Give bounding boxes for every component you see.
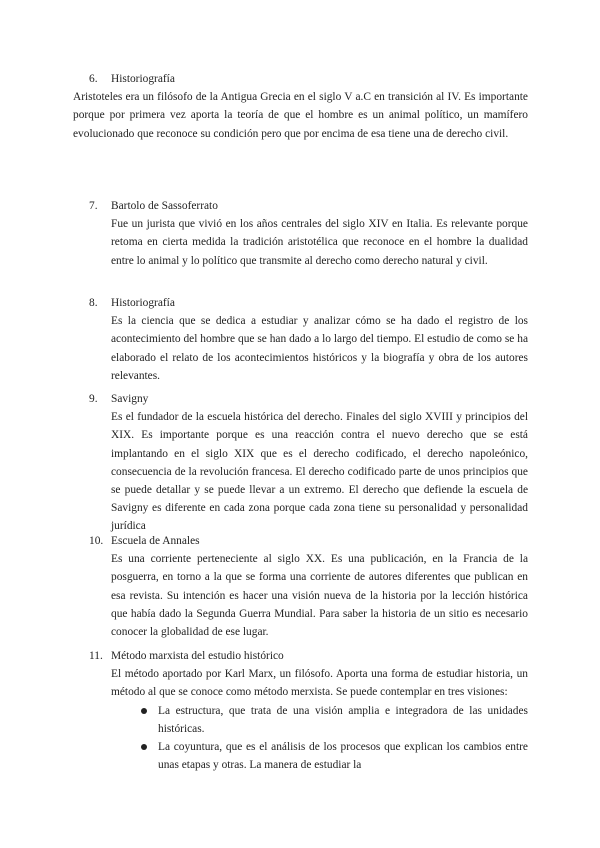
section-number: 9.: [89, 393, 98, 405]
section-body: Es el fundador de la escuela histórica del derecho. Finales del siglo XVIII y principios del XIX. Es importante porque es una reacción contra el nuevo derecho que se está implantando en el siglo XIX que es el derecho codificado, el derecho napoleónico, consecuencia de la revolución francesa. El derecho codificado parte de unos principios que se puede detallar y se puede llevar a un extremo. El derecho que defiende la escuela de Savigny es diferente en cada zona porque cada zona tiene su personalidad y personalidad jurídica: [111, 411, 528, 533]
section-title: Escuela de Annales: [111, 535, 200, 547]
section-metodo-marxista: [73, 647, 528, 774]
section-body: Es la ciencia que se dedica a estudiar y analizar cómo se ha dado el registro de los acontecimiento del hombre que se han dado a lo largo del tiempo. El estudio de como se ha elaborado el relato de los acontecimientos históricos y la biografía y obra de los autores relevantes.: [111, 315, 528, 382]
bullet-list: [141, 702, 528, 775]
bullet-icon: [141, 744, 147, 750]
section-body: El método aportado por Karl Marx, un filósofo. Aporta una forma de estudiar historia, un método al que se conoce como método merxista. Se puede contemplar en tres visiones:: [111, 668, 528, 699]
section-number: 7.: [89, 200, 98, 212]
section-body: Aristoteles era un filósofo de la Antigua Grecia en el siglo V a.C en transición al IV. Es importante porque por primera vez aporta la teoría de que el hombre es un animal político, un mamífero evolucionado que reconoce su condición pero que por encima de esa tiene una de derecho civil.: [73, 91, 528, 140]
section-escuela-de-annales: [73, 532, 528, 641]
section-number: 6.: [89, 73, 98, 85]
section-savigny: [73, 390, 528, 536]
section-title: Bartolo de Sassoferrato: [111, 200, 218, 212]
section-number: 11.: [89, 650, 103, 662]
section-title: Historiografía: [111, 73, 175, 85]
bullet-icon: [141, 708, 147, 714]
list-item: [141, 738, 528, 774]
section-body: Es una corriente perteneciente al siglo XX. Es una publicación, en la Francia de la posguerra, en torno a la que se forma una corriente de autores diferentes que publican en esa revista. Su intención es hacer una visión nueva de la historia por la lección histórica que había dado la Segunda Guerra Mundial. Para saber la historia de un sitio es necesario conocer la globalidad de ese lugar.: [111, 553, 528, 639]
section-title: Método marxista del estudio histórico: [111, 650, 284, 662]
section-bartolo-de-sassoferrato: [73, 197, 528, 270]
list-item-text: La estructura, que trata de una visión amplia e integradora de las unidades históricas.: [158, 704, 528, 735]
list-item: [141, 702, 528, 738]
section-historiografia-8: [73, 294, 528, 385]
section-body: Fue un jurista que vivió en los años centrales del siglo XIV en Italia. Es relevante porque retoma en cierta medida la tradición aristotélica que reconoce en el hombre la dualidad entre lo animal y lo político que transmite al derecho como derecho natural y civil.: [111, 218, 528, 267]
section-historiografia-6: [73, 70, 528, 143]
list-item-text: La coyuntura, que es el análisis de los procesos que explican los cambios entre unas etapas y otras. La manera de estudiar la: [158, 741, 528, 772]
section-number: 8.: [89, 297, 98, 309]
section-title: Historiografía: [111, 297, 175, 309]
section-title: Savigny: [111, 393, 149, 405]
section-number: 10.: [89, 535, 104, 547]
